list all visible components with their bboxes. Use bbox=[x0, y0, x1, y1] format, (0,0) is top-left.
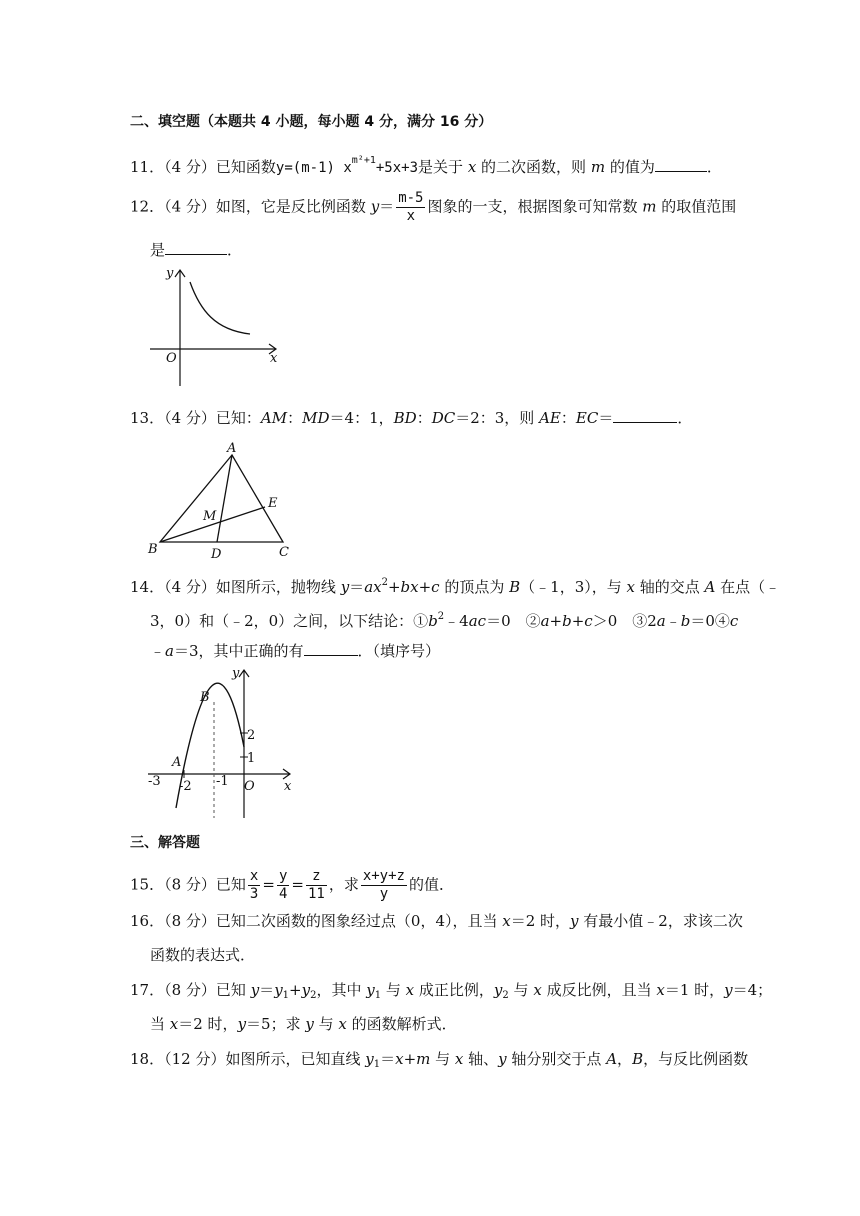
question-text: 有最小值﹣2，求该二次 bbox=[578, 912, 743, 930]
var: b bbox=[680, 612, 691, 630]
question-text: 成反比例，且当 bbox=[541, 981, 657, 999]
question-score: （8 分） bbox=[164, 875, 216, 894]
var: B bbox=[509, 578, 521, 596]
subscript: 1 bbox=[373, 1059, 381, 1070]
question-text: 的二次函数，则 bbox=[476, 158, 591, 176]
question-16 bbox=[130, 911, 743, 931]
question-score: （4 分） bbox=[164, 197, 216, 216]
question-text: ，其中 bbox=[316, 981, 367, 999]
tick-label-neg2: -2 bbox=[179, 779, 192, 794]
question-number: 16． bbox=[130, 912, 165, 930]
question-text: 与 bbox=[508, 981, 534, 999]
fraction-denominator: 3 bbox=[249, 886, 259, 902]
question-text: ＝ bbox=[598, 409, 614, 427]
var: y bbox=[366, 981, 375, 999]
question-text: 轴分别交于点 bbox=[506, 1050, 607, 1068]
var: x bbox=[656, 981, 665, 999]
question-text: ＝ bbox=[379, 197, 395, 216]
var: c bbox=[729, 612, 739, 630]
var: ac bbox=[468, 612, 487, 630]
question-text: 已知函数 bbox=[215, 158, 276, 176]
var: b bbox=[428, 612, 438, 630]
point-e-label: E bbox=[268, 496, 278, 511]
question-score: （8 分） bbox=[164, 912, 216, 930]
question-text: 的取值范围 bbox=[656, 197, 737, 216]
var: MD bbox=[302, 409, 330, 427]
tick-label-neg3: -3 bbox=[148, 774, 161, 789]
question-text: 成正比例， bbox=[414, 981, 494, 999]
question-text: ，与反比例函数 bbox=[643, 1050, 749, 1068]
var: B bbox=[632, 1050, 644, 1068]
subscript: 1 bbox=[374, 990, 382, 1001]
fraction-numerator: z bbox=[306, 868, 327, 886]
fraction-denominator: x bbox=[406, 208, 416, 224]
fraction-denominator: y bbox=[379, 886, 389, 902]
question-score: （4 分） bbox=[164, 158, 216, 176]
question-text: ： bbox=[560, 409, 576, 427]
question-text: ＞0 ③2 bbox=[592, 612, 657, 630]
question-16-line2 bbox=[150, 945, 255, 965]
x-axis-label: x bbox=[284, 779, 292, 794]
question-number: 18． bbox=[130, 1050, 165, 1068]
question-text: 的值为 bbox=[605, 158, 655, 176]
question-text: 如图，它是反比例函数 bbox=[215, 197, 371, 216]
var: x bbox=[169, 1015, 179, 1033]
subscript: 2 bbox=[310, 990, 317, 1001]
subscript: 2 bbox=[502, 990, 509, 1001]
fraction bbox=[306, 868, 327, 903]
section-title-fill-blank: 二、填空题（本题共 4 小题，每小题 4 分，满分 16 分） bbox=[130, 114, 493, 130]
point-a-label: A bbox=[227, 441, 237, 456]
point-a-label: A bbox=[172, 755, 182, 770]
question-15 bbox=[130, 868, 454, 903]
superscript: 2 bbox=[437, 611, 445, 622]
question-number: 13． bbox=[130, 409, 165, 427]
var: y bbox=[365, 1050, 374, 1068]
question-text: + bbox=[289, 981, 302, 999]
question-text: 已知 bbox=[215, 981, 251, 999]
question-text: 的顶点为 bbox=[439, 578, 510, 596]
question-text: 的值． bbox=[408, 875, 454, 894]
question-text: ＝ bbox=[380, 1050, 396, 1068]
question-text: ＝2 时， bbox=[510, 912, 571, 930]
question-text: （﹣1，3），与 bbox=[520, 578, 627, 596]
var: m bbox=[642, 197, 657, 216]
var: a bbox=[165, 642, 174, 660]
punctuation: ． bbox=[677, 409, 693, 427]
question-text: 是关于 bbox=[418, 158, 468, 176]
y-axis-label: y bbox=[166, 266, 174, 281]
var: x bbox=[338, 1015, 347, 1033]
tick-label-1: 1 bbox=[247, 751, 256, 766]
question-text: ， bbox=[617, 1050, 633, 1068]
var: a+b+c bbox=[540, 612, 593, 630]
formula-exponent: m²+1 bbox=[351, 155, 376, 166]
superscript: 2 bbox=[381, 577, 388, 588]
question-text: ＝0 ② bbox=[486, 612, 541, 630]
var: x bbox=[626, 578, 635, 596]
question-text: 当 bbox=[150, 1015, 170, 1033]
question-text: 如图所示，已知直线 bbox=[225, 1050, 366, 1068]
var: x bbox=[533, 981, 542, 999]
section-title-solve: 三、解答题 bbox=[130, 835, 200, 851]
question-17 bbox=[130, 980, 772, 1006]
fraction-denominator: 4 bbox=[278, 886, 288, 902]
equals: = bbox=[291, 875, 304, 894]
question-text: ： bbox=[287, 409, 303, 427]
fraction bbox=[277, 868, 289, 903]
question-18 bbox=[130, 1049, 748, 1075]
question-text: 如图所示，抛物线 bbox=[215, 578, 341, 596]
question-text: ＝4：1， bbox=[329, 409, 394, 427]
question-text: ＝ bbox=[259, 981, 275, 999]
var: +bx+c bbox=[387, 578, 440, 596]
question-text: 已知二次函数的图象经过点（0，4），且当 bbox=[215, 912, 503, 930]
var: y bbox=[305, 1015, 314, 1033]
var: AM bbox=[260, 409, 288, 427]
fraction bbox=[248, 868, 260, 903]
question-text: ＝1 时， bbox=[664, 981, 725, 999]
var: y bbox=[250, 981, 260, 999]
question-number: 15． bbox=[130, 875, 165, 894]
question-text: 轴的交点 bbox=[634, 578, 705, 596]
question-text: 函数的表达式． bbox=[150, 946, 256, 964]
question-text: 在点（﹣ bbox=[715, 578, 781, 596]
question-text: ＝2 时， bbox=[178, 1015, 238, 1033]
fraction-numerator: x bbox=[249, 868, 259, 884]
question-text: ＝4； bbox=[732, 981, 773, 999]
formula-tail: +5x+3 bbox=[375, 160, 419, 176]
origin-label: O bbox=[166, 351, 177, 366]
tick-label-neg1: -1 bbox=[216, 774, 229, 789]
question-text: 3，0）和（﹣2，0）之间，以下结论：① bbox=[150, 612, 429, 630]
vertex-b-label: B bbox=[200, 690, 210, 705]
var: A bbox=[704, 578, 716, 596]
var: y bbox=[570, 912, 579, 930]
question-text: 已知 bbox=[215, 875, 246, 894]
var: EC bbox=[575, 409, 599, 427]
punctuation: ． bbox=[706, 158, 722, 176]
punctuation: ． bbox=[227, 241, 243, 259]
question-text: ＝ bbox=[349, 578, 365, 596]
var: y bbox=[370, 197, 380, 216]
formula: y=(m-1) x bbox=[275, 160, 352, 176]
question-text: 是 bbox=[150, 241, 166, 259]
question-score: （12 分） bbox=[164, 1050, 226, 1068]
fraction-numerator: x+y+z bbox=[362, 868, 405, 884]
var: y bbox=[237, 1015, 247, 1033]
var: x+m bbox=[395, 1050, 431, 1068]
fraction-denominator: 11 bbox=[307, 886, 325, 902]
question-text: 已知： bbox=[215, 409, 261, 427]
var: BD bbox=[393, 409, 417, 427]
var: y bbox=[274, 981, 283, 999]
point-m-label: M bbox=[203, 509, 217, 524]
point-c-label: C bbox=[279, 545, 289, 560]
subscript: 1 bbox=[282, 990, 290, 1001]
question-text: ＝3，其中正确的有 bbox=[173, 642, 304, 660]
origin-label: O bbox=[244, 779, 255, 794]
question-text: ＝2：3，则 bbox=[455, 409, 540, 427]
question-text: ＝5；求 bbox=[246, 1015, 306, 1033]
point-b-label: B bbox=[148, 542, 158, 557]
var: y bbox=[301, 981, 311, 999]
question-text: ﹣ bbox=[150, 642, 166, 660]
question-number: 14． bbox=[130, 578, 165, 596]
question-text: ＝0④ bbox=[690, 612, 730, 630]
fraction-numerator: m-5 bbox=[398, 190, 424, 206]
var: ax bbox=[364, 578, 382, 596]
question-number: 11． bbox=[130, 158, 165, 176]
var: x bbox=[502, 912, 511, 930]
question-number: 17． bbox=[130, 981, 165, 999]
point-d-label: D bbox=[211, 547, 222, 562]
var: m bbox=[590, 158, 606, 176]
equals: = bbox=[262, 875, 275, 894]
question-score: （8 分） bbox=[164, 981, 216, 999]
question-text: 与 bbox=[381, 981, 406, 999]
fraction bbox=[361, 868, 407, 903]
var: x bbox=[454, 1050, 464, 1068]
question-text: ： bbox=[416, 409, 432, 427]
var: y bbox=[498, 1050, 507, 1068]
var: A bbox=[606, 1050, 618, 1068]
tick-label-2: 2 bbox=[247, 728, 256, 743]
question-text: ．（填序号） bbox=[357, 642, 441, 660]
var: AE bbox=[539, 409, 561, 427]
question-text: ﹣ bbox=[665, 612, 681, 630]
var: a bbox=[656, 612, 666, 630]
question-number: 12． bbox=[130, 197, 165, 216]
question-17-line2 bbox=[150, 1014, 457, 1034]
y-axis-label: y bbox=[232, 666, 240, 681]
question-text: ﹣4 bbox=[444, 612, 469, 630]
question-score: （4 分） bbox=[164, 409, 216, 427]
var: y bbox=[724, 981, 733, 999]
var: x bbox=[405, 981, 415, 999]
question-text: 图象的一支，根据图象可知常数 bbox=[427, 197, 643, 216]
question-text: 与 bbox=[313, 1015, 339, 1033]
question-score: （4 分） bbox=[164, 578, 216, 596]
var: DC bbox=[431, 409, 456, 427]
fraction-numerator: y bbox=[278, 868, 288, 884]
x-axis-label: x bbox=[270, 351, 278, 366]
var: y bbox=[493, 981, 503, 999]
question-text: 的函数解析式． bbox=[346, 1015, 457, 1033]
question-text: 轴、 bbox=[463, 1050, 499, 1068]
var: y bbox=[340, 578, 350, 596]
var: x bbox=[467, 158, 477, 176]
question-text: 与 bbox=[430, 1050, 455, 1068]
question-text: ，求 bbox=[328, 875, 359, 894]
